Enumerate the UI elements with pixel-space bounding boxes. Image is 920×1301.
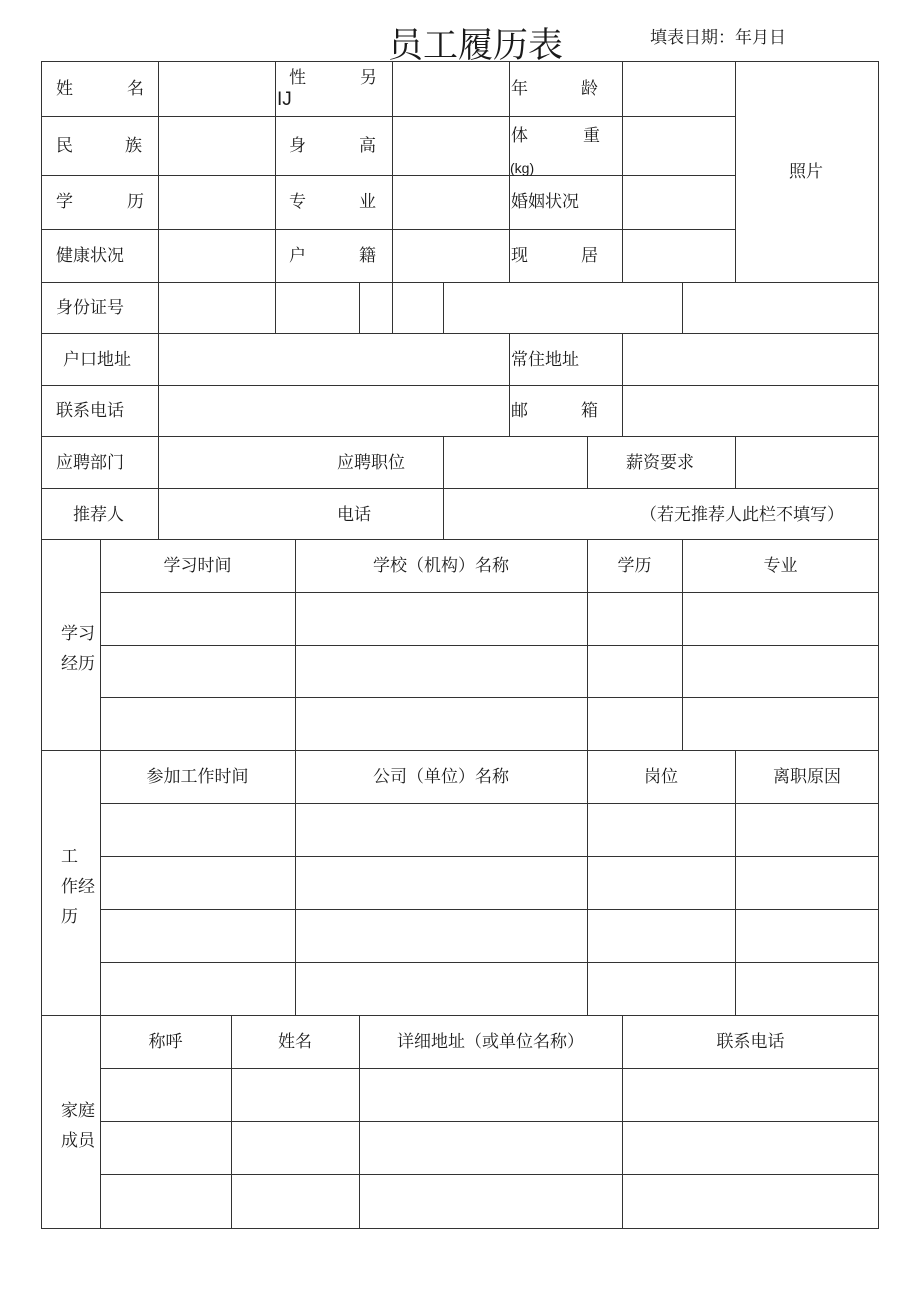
family-header-address: 详细地址（或单位名称）: [397, 1032, 584, 1052]
study-header-school: 学校（机构）名称: [373, 556, 509, 576]
email-field[interactable]: [623, 386, 878, 435]
family-header-phone: 联系电话: [716, 1032, 785, 1052]
name-field[interactable]: [159, 62, 274, 115]
home-address-label: 常住地址: [511, 350, 579, 370]
home-address-field[interactable]: [623, 334, 878, 384]
gender-label-end: 另: [360, 68, 377, 88]
gender-label-stray: IJ: [277, 89, 292, 110]
height-field[interactable]: [393, 117, 508, 174]
work-header-company: 公司（单位）名称: [373, 767, 509, 787]
phone-label: 联系电话: [56, 401, 124, 421]
height-label-end: 高: [359, 136, 376, 156]
referrer-note: （若无推荐人此栏不填写）: [640, 505, 844, 525]
table-row[interactable]: [101, 857, 878, 908]
hukou-label: 户: [289, 246, 306, 266]
age-label: 年: [511, 79, 528, 99]
height-label: 身: [289, 136, 306, 156]
residence-field[interactable]: [623, 230, 734, 281]
dept-label: 应聘部门: [56, 453, 124, 473]
major-field[interactable]: [393, 176, 508, 228]
marital-field[interactable]: [623, 176, 734, 228]
marital-label: 婚姻状况: [511, 192, 579, 212]
hukou-address-label: 户口地址: [63, 350, 131, 370]
study-header-major: 专业: [763, 556, 798, 576]
work-header-post: 岗位: [644, 767, 678, 787]
family-section-label: 家庭: [61, 1101, 95, 1121]
gender-field[interactable]: [393, 62, 508, 115]
hukou-address-field[interactable]: [159, 334, 508, 384]
education-field[interactable]: [159, 176, 274, 228]
hukou-label-end: 籍: [359, 246, 376, 266]
referrer-label: 推荐人: [73, 505, 124, 525]
health-label: 健康状况: [56, 246, 124, 266]
study-header-time: 学习时间: [163, 556, 232, 576]
table-row[interactable]: [101, 910, 878, 961]
referrer-phone-label: 电话: [337, 505, 371, 525]
position-label: 应聘职位: [337, 453, 405, 473]
salary-field[interactable]: [736, 437, 878, 487]
residence-label: 现: [511, 246, 528, 266]
table-row[interactable]: [101, 804, 878, 855]
ethnicity-field[interactable]: [159, 117, 274, 174]
work-header-reason: 离职原因: [773, 767, 841, 787]
id-number-label: 身份证号: [56, 298, 124, 318]
table-row[interactable]: [101, 646, 878, 696]
table-row[interactable]: [101, 593, 878, 644]
education-label: 学: [56, 192, 73, 212]
family-header-name: 姓名: [278, 1032, 312, 1052]
weight-label-end: 重: [583, 126, 600, 146]
id-number-field[interactable]: [159, 283, 878, 332]
work-section-label-3: 历: [61, 907, 78, 927]
residence-label-end: 居: [581, 246, 598, 266]
age-field[interactable]: [623, 62, 734, 115]
table-row[interactable]: [101, 963, 878, 1014]
major-label-end: 业: [359, 192, 376, 212]
name-label: 姓: [56, 79, 73, 99]
major-label: 专: [289, 192, 306, 212]
page-title: 员工履历表: [388, 26, 564, 66]
work-section-label: 工: [61, 847, 78, 867]
work-section-label-2: 作经: [61, 877, 95, 897]
salary-label: 薪资要求: [626, 453, 694, 473]
photo-box-label[interactable]: 照片: [789, 162, 823, 182]
name-label-end: 名: [127, 79, 144, 99]
weight-field[interactable]: [623, 117, 734, 174]
email-label: 邮: [511, 401, 528, 421]
table-row[interactable]: [101, 1175, 878, 1228]
education-label-end: 历: [127, 192, 144, 212]
weight-label: 体: [511, 126, 528, 146]
position-field[interactable]: [444, 437, 586, 487]
weight-unit: (kg): [510, 160, 535, 176]
table-row[interactable]: [101, 1122, 878, 1173]
phone-field[interactable]: [159, 386, 508, 435]
ethnicity-label-end: 族: [125, 136, 142, 156]
family-section-label-2: 成员: [61, 1131, 95, 1151]
study-section-label-2: 经历: [61, 654, 95, 674]
gender-label: 性: [289, 68, 306, 88]
work-header-time: 参加工作时间: [146, 767, 249, 787]
ethnicity-label: 民: [56, 136, 73, 156]
email-label-end: 箱: [581, 401, 598, 421]
study-section-label: 学习: [61, 624, 95, 644]
health-field[interactable]: [159, 230, 274, 281]
hukou-field[interactable]: [393, 230, 508, 281]
table-row[interactable]: [101, 1069, 878, 1120]
table-row[interactable]: [101, 698, 878, 749]
age-label-end: 龄: [581, 79, 598, 99]
study-header-degree: 学历: [617, 556, 652, 576]
fill-date-label: 填表日期：年月日: [650, 28, 786, 48]
family-header-relation: 称呼: [148, 1032, 183, 1052]
